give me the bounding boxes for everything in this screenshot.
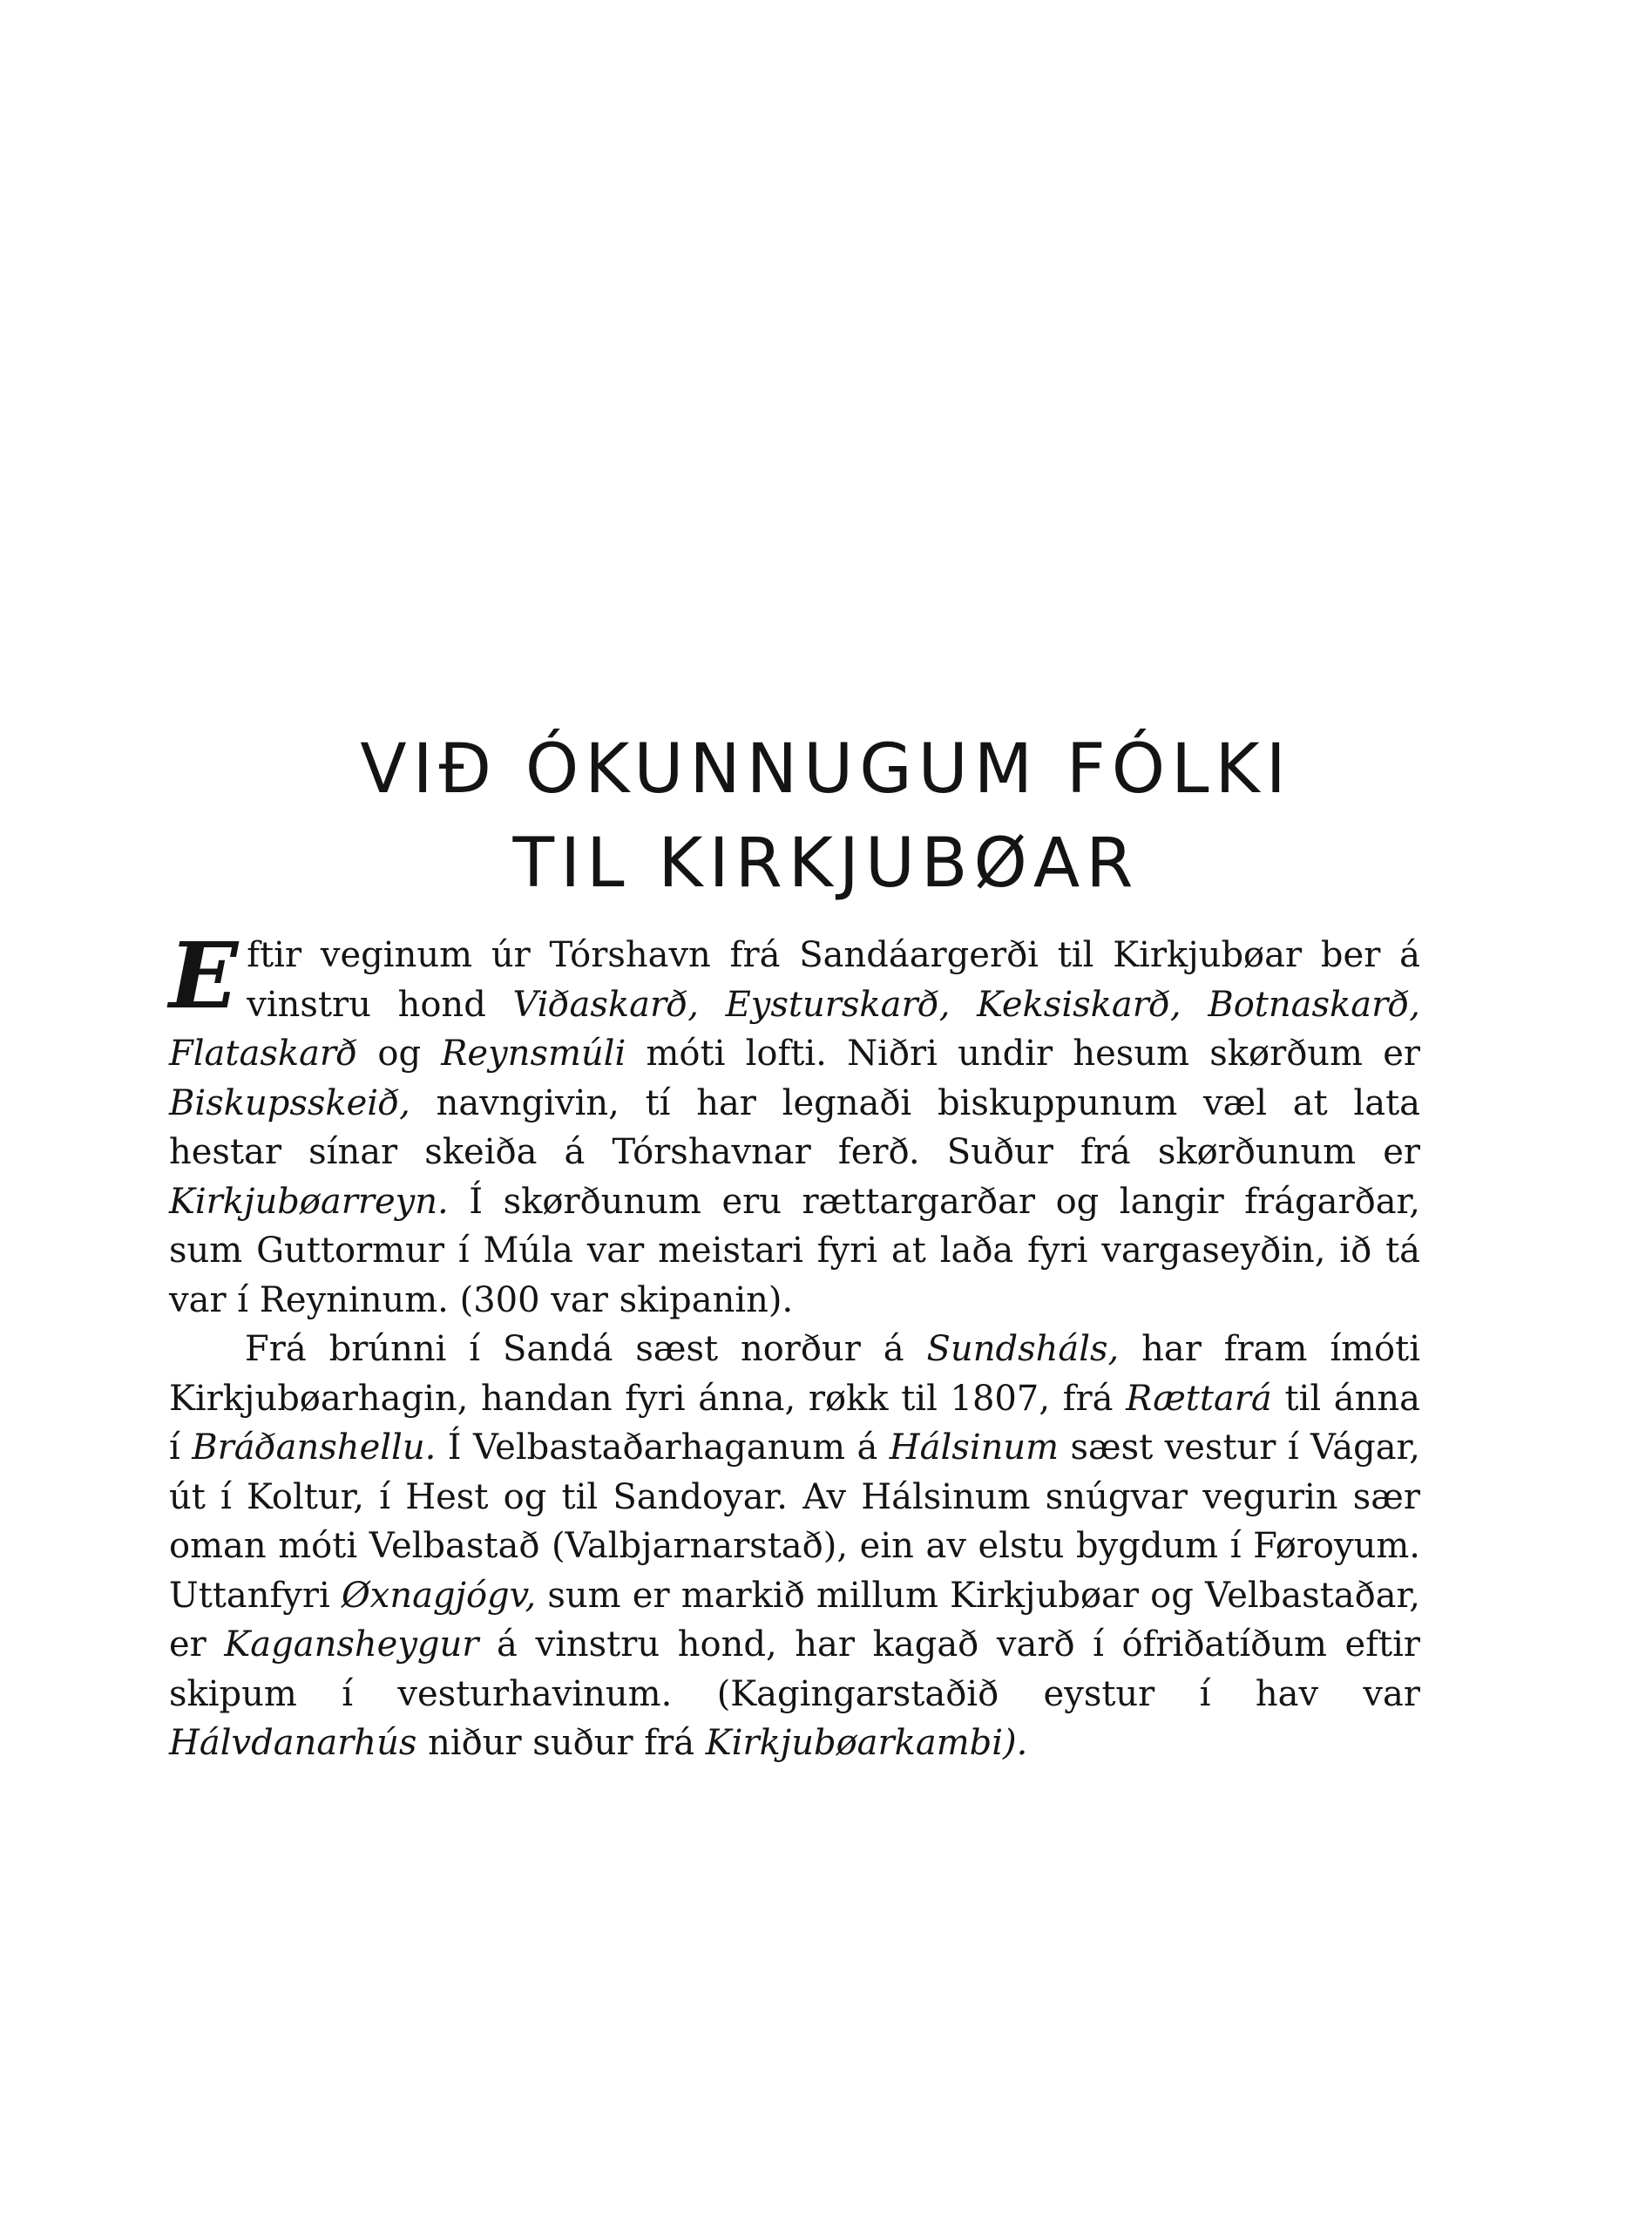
paragraph-1 — [169, 922, 1421, 1325]
place-name: Hálvdanarhús — [169, 1723, 417, 1763]
place-name: Reynsmúli — [441, 1034, 626, 1074]
place-name: Kagansheygur — [224, 1624, 479, 1665]
chapter-title-line-2: TIL KIRKJUBØAR — [512, 824, 1140, 903]
drop-cap: E — [169, 922, 239, 1029]
text-run: til ánna í — [169, 1378, 1420, 1468]
place-name: Kirkjubøarreyn. — [169, 1181, 449, 1222]
place-name: Kirkjubøarkambi). — [705, 1723, 1028, 1763]
text-run: navngivin, tí har legnaði biskuppunum væl at lata hestar sínar skeiða á Tórshavnar ferð. Suður frá skørðunum er — [169, 1082, 1420, 1172]
text-run: Í Velbastaðarhaganum á — [436, 1427, 890, 1468]
text-run: á vinstru hond, har kagað varð í ófriðatíðum eftir skipum í vesturhavinum. (Kagingarstaðið eystur í hav var — [169, 1624, 1420, 1714]
text-run: niður suður frá — [416, 1723, 706, 1763]
text-run: Frá brúnni í Sandá sæst norður á — [245, 1329, 927, 1369]
place-name: Bráðanshellu. — [192, 1427, 437, 1468]
place-name: Biskupsskeið, — [169, 1082, 410, 1123]
text-run: móti lofti. Niðri undir hesum skørðum er — [626, 1034, 1420, 1074]
place-name: Sundsháls, — [926, 1329, 1120, 1369]
text-run: sæst vestur í Vágar, út í Koltur, í Hest og til Sandoyar. Av Hálsinum snúgvar vegurin sær oman móti Velbastað (Valbjarnarstað), ein av elstu bygdum í Føroyum. Uttanfyri — [169, 1427, 1420, 1616]
text-run: ftir veginum úr Tórshavn frá Sandáargerði til Kirkjubøar ber á vinstru hond — [247, 935, 1420, 1025]
body-text — [169, 922, 1421, 1768]
place-name: Hálsinum — [889, 1427, 1060, 1468]
text-run: sum er markið millum Kirkjubøar og Velbastaðar, er — [169, 1575, 1420, 1665]
place-name: Øxnagjógv, — [341, 1575, 537, 1616]
chapter-title-line-1: VIÐ ÓKUNNUGUM FÓLKI — [360, 730, 1292, 809]
place-names: Viðaskarð, Eysturskarð, Keksiskarð, Botnaskarð, Flataskarð — [169, 984, 1421, 1074]
text-run: Í skørðunum eru rættargarðar og langir frágarðar, sum Guttormur í Múla var meistari fyri at laða fyri vargaseyðin, ið tá var í Reyninum. (300 var skipanin). — [169, 1181, 1420, 1320]
paragraph-2 — [169, 1325, 1420, 1768]
text-run: har fram ímóti Kirkjubøarhagin, handan fyri ánna, røkk til 1807, frá — [169, 1329, 1421, 1419]
place-name: Rættará — [1126, 1378, 1272, 1419]
text-run: og — [357, 1034, 442, 1074]
